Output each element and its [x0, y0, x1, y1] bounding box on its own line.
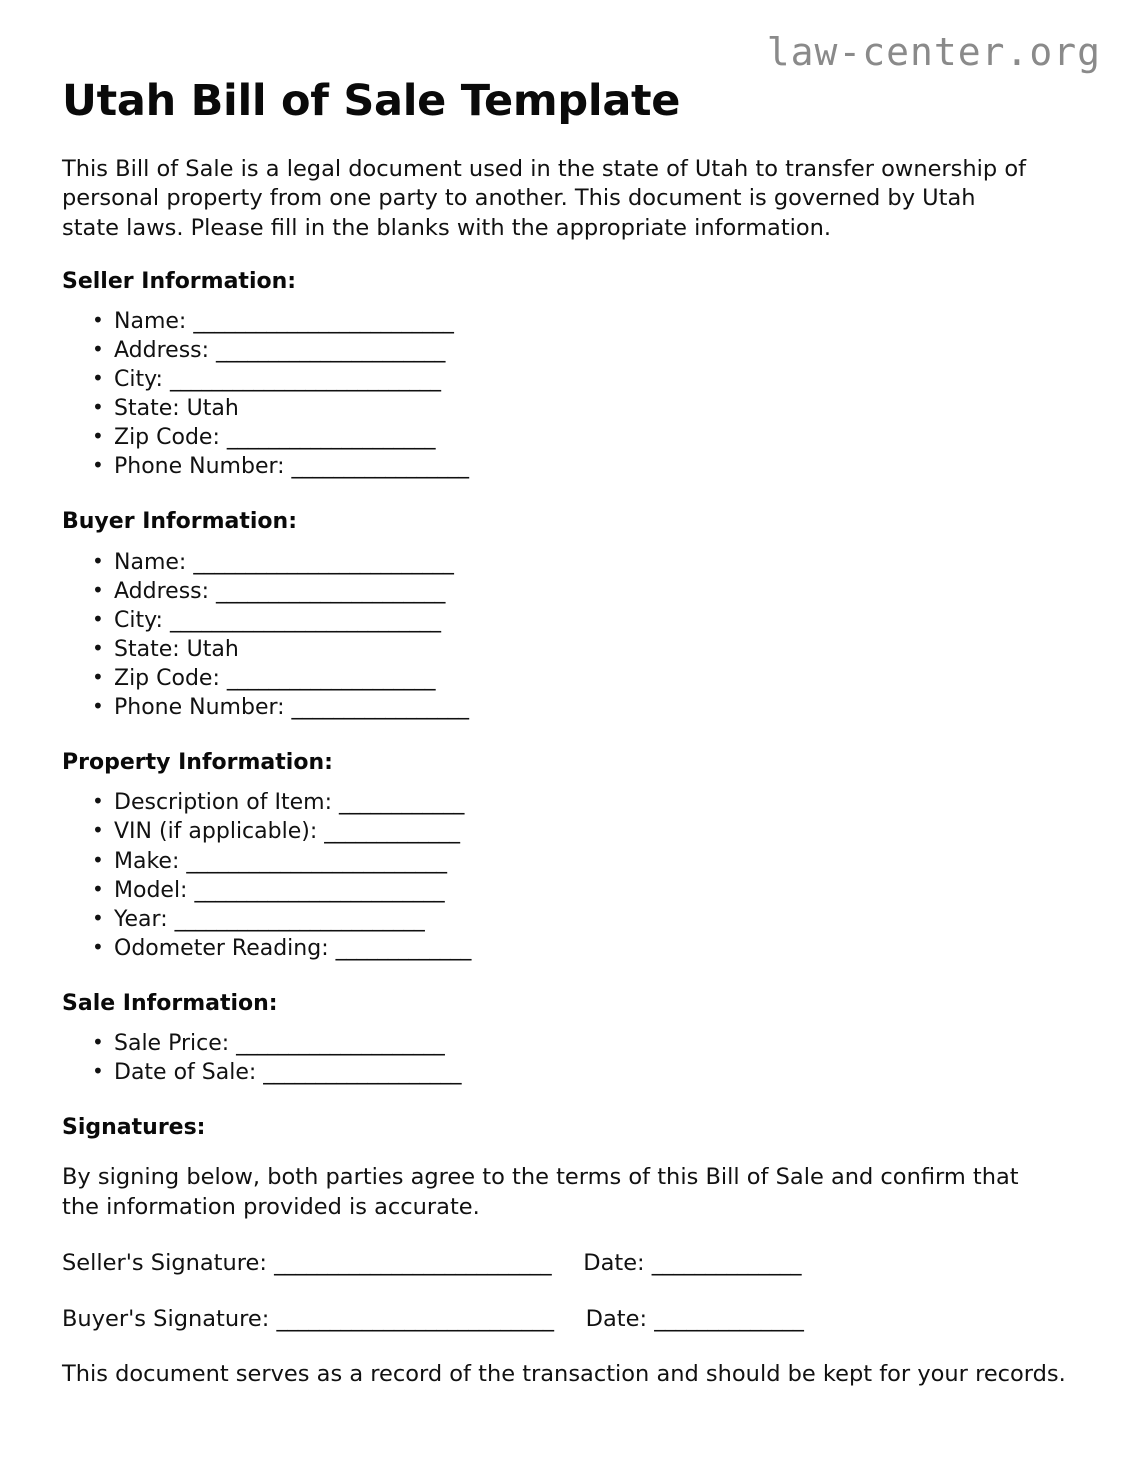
- buyer-date-blank[interactable]: ______________: [654, 1306, 804, 1333]
- section-heading-sale: Sale Information:: [62, 990, 278, 1016]
- field-label: Address:: [114, 578, 210, 604]
- field-label: Zip Code:: [114, 666, 220, 691]
- field-blank[interactable]: _________________: [291, 695, 469, 721]
- field-blank[interactable]: _________________________: [193, 309, 454, 335]
- seller-signature-label: Seller's Signature:: [62, 1249, 267, 1276]
- field-blank[interactable]: _________________________: [186, 848, 447, 874]
- list-item: [114, 394, 1071, 423]
- list-item: [114, 307, 1071, 336]
- list-item: [114, 1029, 1071, 1058]
- field-blank[interactable]: _____________: [335, 935, 471, 961]
- intro-paragraph: This Bill of Sale is a legal document used in the state of Utah to transfer ownership of personal property from one party to another. This document is governed by Utah state laws. Please fill in the blanks with the appropriate information.: [62, 156, 1027, 241]
- section-heading-property: Property Information:: [62, 750, 333, 776]
- field-label: Year:: [114, 906, 168, 932]
- list-item: [114, 693, 1071, 722]
- list-item: [114, 664, 1071, 693]
- field-label: Name:: [114, 309, 187, 335]
- list-item: [114, 934, 1071, 963]
- list-item: [114, 1058, 1071, 1087]
- section-heading-seller: Seller Information:: [62, 268, 297, 294]
- list-item: [114, 577, 1071, 606]
- seller-signature-line: [62, 1222, 1071, 1278]
- field-blank[interactable]: ___________________: [263, 1060, 461, 1086]
- field-blank[interactable]: ____________: [338, 790, 464, 816]
- seller-date-label: Date:: [583, 1249, 645, 1276]
- buyer-signature-label: Buyer's Signature:: [62, 1306, 270, 1333]
- field-label: City:: [114, 607, 163, 633]
- seller-signature-blank[interactable]: __________________________: [274, 1249, 551, 1276]
- closing-statement: This document serves as a record of the transaction and should be kept for your records.: [62, 1361, 1066, 1388]
- field-label: Zip Code:: [114, 425, 220, 451]
- page-title: Utah Bill of Sale Template: [62, 76, 681, 126]
- buyer-date-label: Date:: [585, 1306, 648, 1333]
- field-label: VIN (if applicable):: [114, 819, 318, 845]
- list-item: [114, 548, 1071, 577]
- field-label: State:: [114, 396, 180, 422]
- field-label: Odometer Reading:: [114, 935, 329, 961]
- field-label: City:: [114, 367, 163, 393]
- field-label: Phone Number:: [114, 454, 285, 480]
- buyer-signature-blank[interactable]: __________________________: [276, 1306, 554, 1333]
- list-item: [114, 876, 1071, 905]
- list-item: [114, 606, 1071, 635]
- list-item: [114, 847, 1071, 876]
- buyer-signature-line: [62, 1278, 1071, 1334]
- field-blank[interactable]: ______________________: [216, 338, 445, 364]
- field-label: Description of Item:: [114, 790, 332, 816]
- field-list-property: [62, 776, 1071, 962]
- list-item: [114, 423, 1071, 452]
- field-list-seller: [62, 295, 1071, 481]
- field-blank[interactable]: ________________________: [174, 906, 425, 932]
- list-item: [114, 365, 1071, 394]
- site-watermark: law-center.org: [766, 30, 1101, 74]
- list-item: [114, 905, 1071, 934]
- field-label: Make:: [114, 848, 180, 874]
- field-blank[interactable]: _________________: [291, 454, 469, 480]
- list-item: [114, 788, 1071, 817]
- list-item: [114, 452, 1071, 481]
- seller-date-blank[interactable]: ______________: [651, 1249, 801, 1276]
- list-item: [114, 635, 1071, 664]
- field-blank[interactable]: ______________________: [216, 578, 445, 604]
- field-value: Utah: [186, 636, 239, 662]
- field-list-buyer: [62, 536, 1071, 722]
- field-blank[interactable]: ________________________: [194, 877, 445, 903]
- section-heading-buyer: Buyer Information:: [62, 509, 297, 535]
- field-label: Sale Price:: [114, 1031, 230, 1057]
- field-label: Name:: [114, 549, 187, 575]
- field-blank[interactable]: __________________________: [169, 607, 441, 633]
- field-label: Date of Sale:: [114, 1060, 257, 1086]
- field-blank[interactable]: ____________________: [226, 425, 435, 451]
- field-label: Address:: [114, 338, 210, 364]
- field-label: State:: [114, 636, 180, 662]
- section-heading-signatures: Signatures:: [62, 1115, 206, 1141]
- field-blank[interactable]: ____________________: [236, 1031, 445, 1057]
- field-blank[interactable]: _____________: [324, 819, 460, 845]
- field-blank[interactable]: _________________________: [193, 549, 454, 575]
- field-label: Model:: [114, 877, 188, 903]
- field-blank[interactable]: __________________________: [169, 367, 441, 393]
- field-value: Utah: [186, 396, 239, 422]
- list-item: [114, 817, 1071, 846]
- field-label: Phone Number:: [114, 695, 285, 721]
- signature-statement: By signing below, both parties agree to the terms of this Bill of Sale and confirm that the information provided is accurate.: [62, 1164, 1019, 1220]
- field-list-sale: [62, 1017, 1071, 1087]
- list-item: [114, 336, 1071, 365]
- field-blank[interactable]: ____________________: [226, 666, 435, 691]
